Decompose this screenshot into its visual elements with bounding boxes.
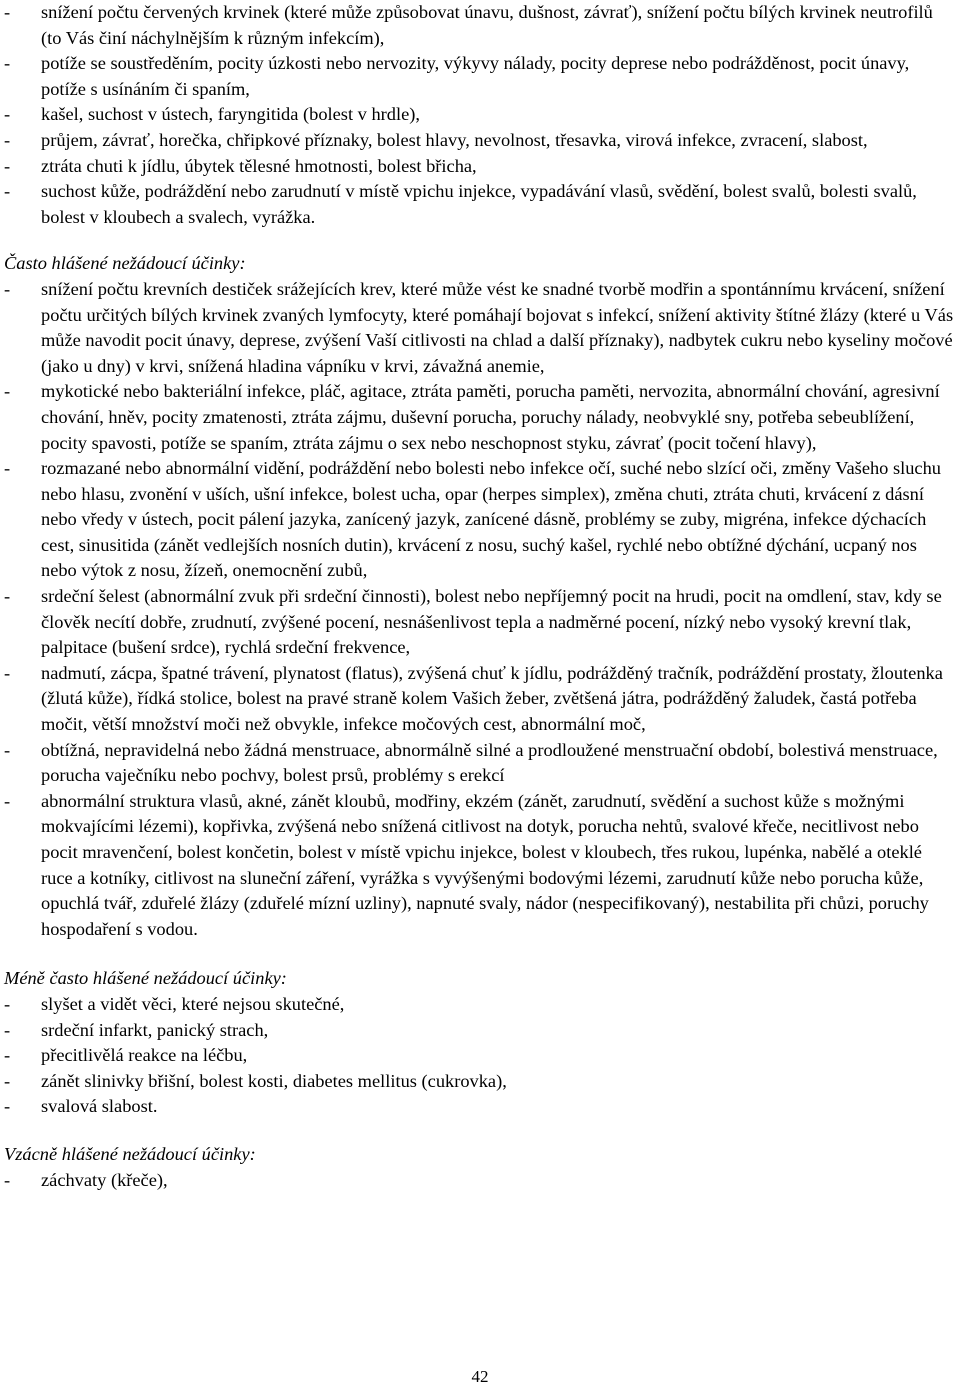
list-item-text: ztráta chuti k jídlu, úbytek tělesné hmotnosti, bolest břicha, [41,155,477,176]
list-item-text: mykotické nebo bakteriální infekce, pláč, agitace, ztráta paměti, porucha paměti, nervozita, abnormální chování, agresivní chování, hněv, pocity zmatenosti, ztráta zájmu, duševní porucha, poruchy nálady, neobvyklé sny, potřeba sebeublížení, pocity spavosti, potíže se spaním, ztráta zájmu o sex nebo neschopnost styku, závrať (pocit točení hlavy), [41,381,940,453]
list-bullet: - [4,662,11,683]
list-item [4,102,954,128]
list-item-text: suchost kůže, podráždění nebo zarudnutí v místě vpichu injekce, vypadávání vlasů, svědění, bolest svalů, bolesti svalů, bolest v kloubech a svalech, vyrážka. [41,181,917,227]
list-bullet: - [4,129,11,150]
list-bullet: - [4,1045,11,1066]
list-item [4,456,954,584]
side-effects-list-top [4,0,954,230]
list-bullet: - [4,739,11,760]
list-item-text: srdeční šelest (abnormální zvuk při srdeční činnosti), bolest nebo nepříjemný pocit na hrudi, pocit na omdlení, stav, kdy se člověk necítí dobře, zrudnutí, zvýšené pocení, nesnášenlivost tepla a nadměrné pocení, nízký nebo vysoký krevní tlak, palpitace (bušení srdce), rychlá srdeční frekvence, [41,586,942,658]
list-bullet: - [4,458,11,479]
list-bullet: - [4,790,11,811]
list-item [4,584,954,661]
list-bullet: - [4,155,11,176]
list-item-text: rozmazané nebo abnormální vidění, podráždění nebo bolesti nebo infekce očí, suché nebo slzící oči, změny Vašeho sluchu nebo hlasu, zvonění v uších, ušní infekce, bolest ucha, opar (herpes simplex), změna chuti, ztráta chuti, krvácení z dásní nebo vředy v ústech, pocit pálení jazyka, zanícený jazyk, zanícené dásně, problémy se zuby, migréna, infekce dýchacích cest, sinusitida (zánět vedlejších nosních dutin), krvácení z nosu, suchý kašel, rychlé nebo obtížné dýchání, ucpaný nos nebo výtok z nosu, žízeň, onemocnění zubů, [41,458,941,581]
list-item [4,661,954,738]
side-effects-list-rare [4,1168,954,1194]
list-item [4,738,954,789]
list-item [4,128,954,154]
list-item [4,277,954,379]
list-item-text: záchvaty (křeče), [41,1169,168,1190]
list-item [4,1043,954,1069]
list-item-text: zánět slinivky břišní, bolest kosti, diabetes mellitus (cukrovka), [41,1070,507,1091]
list-bullet: - [4,1019,11,1040]
list-item-text: snížení počtu krevních destiček srážejících krev, které může vést ke snadné tvorbě modřin a spontánnímu krvácení, snížení počtu určitých bílých krvinek zvaných lymfocyty, které pomáhají bojovat s infekcí, snížení aktivity štítné žlázy (které u Vás může navodit pocit únavy, deprese, zvýšení Vaší citlivosti na chlad a další příznaky), nadbytek cukru nebo kyseliny močové (jako u dny) v krvi, snížená hladina vápníku v krvi, závažná anemie, [41,278,954,376]
list-bullet: - [4,586,11,607]
side-effects-list-uncommon [4,992,954,1120]
list-bullet: - [4,1096,11,1117]
list-bullet: - [4,381,11,402]
list-item-text: potíže se soustředěním, pocity úzkosti nebo nervozity, výkyvy nálady, pocity deprese nebo podrážděnost, pocit únavy, potíže s usínáním či spaním, [41,53,910,99]
list-item [4,1094,954,1120]
section-heading-uncommon: Méně často hlášené nežádoucí účinky: [4,968,287,989]
list-item-text: průjem, závrať, horečka, chřipkové příznaky, bolest hlavy, nevolnost, třesavka, virová infekce, zvracení, slabost, [41,129,868,150]
list-item [4,789,954,943]
list-item [4,0,954,51]
list-bullet: - [4,1169,11,1190]
list-bullet: - [4,53,11,74]
list-item [4,1069,954,1095]
section-heading-rare: Vzácně hlášené nežádoucí účinky: [4,1143,256,1164]
section-heading-common: Často hlášené nežádoucí účinky: [4,253,246,274]
list-item-text: svalová slabost. [41,1096,158,1117]
list-item-text: obtížná, nepravidelná nebo žádná menstruace, abnormálně silné a prodloužené menstruační období, bolestivá menstruace, porucha vaječníku nebo pochvy, bolest prsů, problémy s erekcí [41,739,938,786]
list-item-text: nadmutí, zácpa, špatné trávení, plynatost (flatus), zvýšená chuť k jídlu, podrážděný tračník, podráždění prostaty, žloutenka (žlutá kůže), řídká stolice, bolest na pravé straně kolem Vašich žeber, zvětšená játra, podrážděný žaludek, častá potřeba močit, větší množství moči než obvykle, infekce močových cest, abnormální moč, [41,662,943,735]
list-bullet: - [4,104,11,125]
list-item-text: abnormální struktura vlasů, akné, zánět kloubů, modřiny, ekzém (zánět, zarudnutí, svědění a suchost kůže s možnými mokvajícími lézemi), kopřivka, zvýšená nebo snížená citlivost na dotyk, porucha nehtů, svalové křeče, necitlivost nebo pocit mravenčení, bolest končetin, bolest v místě vpichu injekce, bolest v kloubech, třes rukou, lupénka, nabělé a oteklé ruce a kotníky, citlivost na sluneční záření, vyrážka s vyvýšenými bodovými lézemi, zarudnutí kůže nebo porucha kůže, opuchlá tvář, zduřelé žlázy (zduřelé mízní uzliny), napnuté svaly, nádor (nespecifikovaný), nestabilita při chůzi, poruchy hospodaření s vodou. [41,790,929,939]
list-bullet: - [4,993,11,1014]
list-item-text: přecitlivělá reakce na léčbu, [41,1045,248,1066]
list-item-text: snížení počtu červených krvinek (které může způsobovat únavu, dušnost, závrať), snížení počtu bílých krvinek neutrofilů (to Vás činí náchylnějším k různým infekcím), [41,2,933,48]
list-bullet: - [4,278,11,299]
list-item-text: srdeční infarkt, panický strach, [41,1019,269,1040]
list-item [4,992,954,1018]
list-bullet: - [4,1070,11,1091]
list-item-text: slyšet a vidět věci, které nejsou skutečné, [41,993,345,1014]
side-effects-list-common [4,277,954,942]
list-item [4,179,954,230]
list-item [4,1168,954,1194]
list-bullet: - [4,181,11,202]
list-item [4,1018,954,1044]
list-item-text: kašel, suchost v ústech, faryngitida (bolest v hrdle), [41,104,420,125]
list-item [4,51,954,102]
document-page [4,0,954,1193]
list-item [4,379,954,456]
list-bullet: - [4,2,11,22]
page-number: 42 [471,1367,489,1386]
list-item [4,154,954,180]
